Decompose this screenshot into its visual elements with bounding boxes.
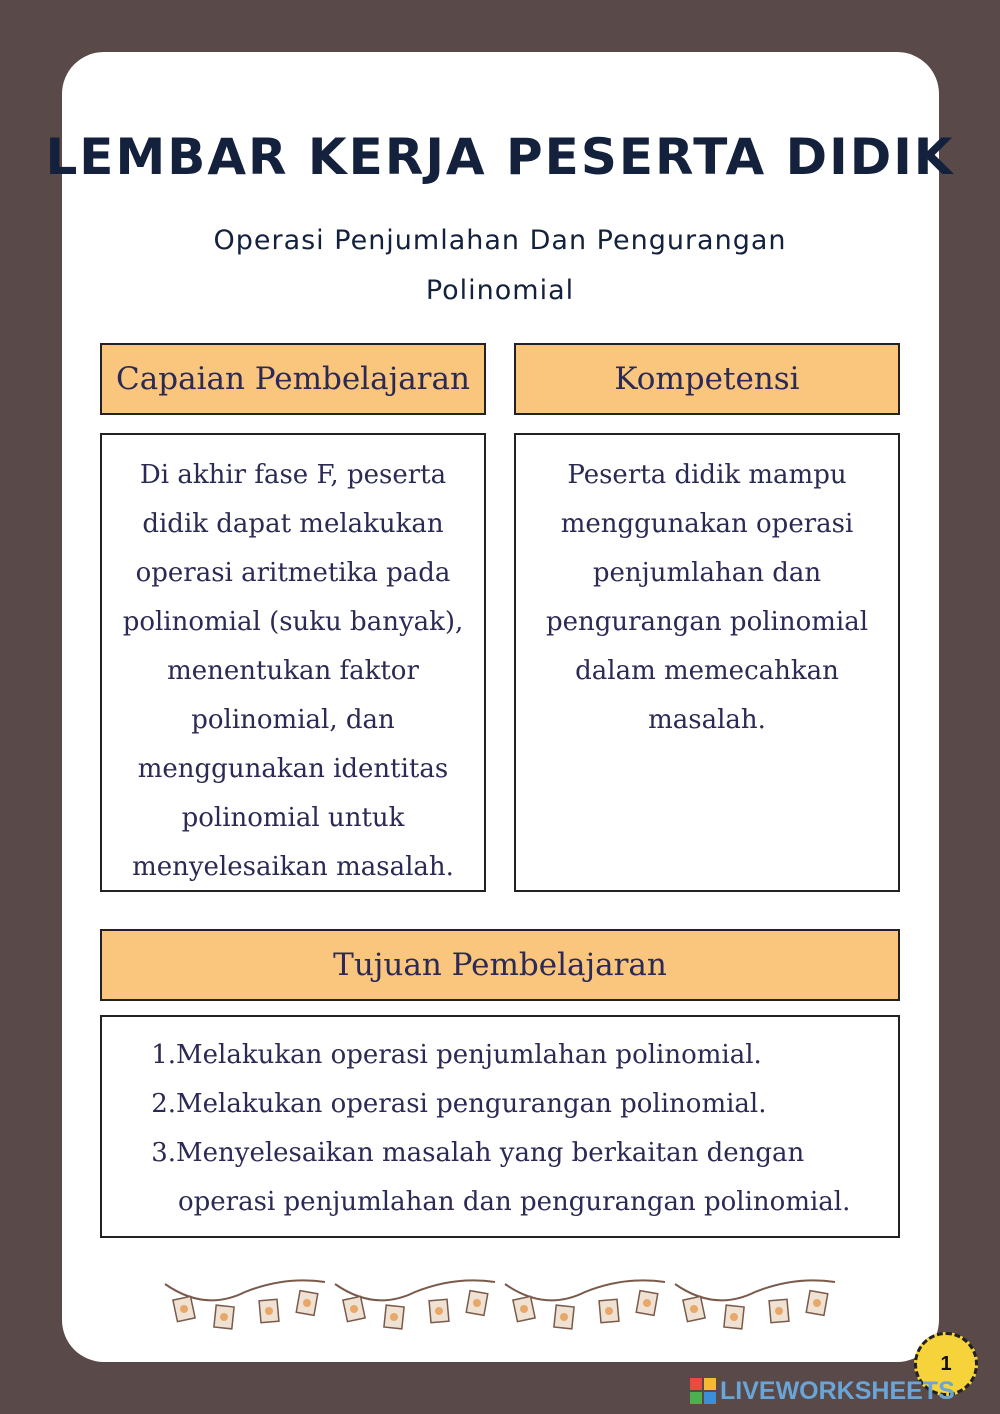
tujuan-item-text: operasi penjumlahan dan pengurangan polinomial.: [178, 1187, 851, 1217]
tujuan-item: [146, 1080, 898, 1129]
liveworksheets-logo-icon: [690, 1378, 716, 1404]
capaian-line: polinomial (suku banyak),: [122, 607, 464, 637]
capaian-line: operasi aritmetika pada: [135, 558, 451, 588]
kompetensi-line: menggunakan operasi: [560, 509, 854, 539]
page-title: LEMBAR KERJA PESERTA DIDIK: [45, 128, 955, 186]
kompetensi-line: penjumlahan dan: [592, 558, 822, 588]
kompetensi-line: masalah.: [648, 705, 766, 735]
capaian-label: Capaian Pembelajaran: [100, 343, 486, 415]
capaian-line: polinomial untuk: [181, 803, 405, 833]
kompetensi-line: pengurangan polinomial: [545, 607, 869, 637]
page-subtitle: [0, 216, 1000, 316]
tujuan-item: [146, 1031, 898, 1080]
photo-garland-icon: [160, 1264, 840, 1344]
page-number-badge: 1: [914, 1332, 978, 1396]
watermark-text: LIVEWORKSHEETS: [720, 1376, 955, 1405]
kompetensi-line: Peserta didik mampu: [567, 460, 847, 490]
capaian-line: didik dapat melakukan: [142, 509, 444, 539]
tujuan-item-number: 3.: [151, 1138, 176, 1168]
tujuan-list: [146, 1031, 898, 1227]
tujuan-item: [146, 1129, 898, 1227]
capaian-line: menyelesaikan masalah.: [132, 852, 454, 882]
liveworksheets-watermark: [690, 1374, 955, 1408]
subtitle-line: Polinomial: [425, 275, 575, 306]
capaian-line: polinomial, dan: [191, 705, 395, 735]
tujuan-item-number: 1.: [151, 1040, 176, 1070]
tujuan-label: Tujuan Pembelajaran: [100, 929, 900, 1001]
tujuan-item-text: Menyelesaikan masalah yang berkaitan dengan: [176, 1138, 805, 1168]
subtitle-line: Operasi Penjumlahan Dan Pengurangan: [213, 225, 787, 256]
capaian-line: menggunakan identitas: [137, 754, 449, 784]
capaian-line: Di akhir fase F, peserta: [139, 460, 447, 490]
tujuan-item-number: 2.: [151, 1089, 176, 1119]
kompetensi-line: dalam memecahkan: [575, 656, 839, 686]
tujuan-item-text: Melakukan operasi pengurangan polinomial.: [176, 1089, 767, 1119]
tujuan-item-text: Melakukan operasi penjumlahan polinomial.: [176, 1040, 762, 1070]
capaian-content: [100, 433, 486, 892]
kompetensi-label: Kompetensi: [514, 343, 900, 415]
kompetensi-content: [514, 433, 900, 892]
capaian-line: menentukan faktor: [167, 656, 419, 686]
tujuan-content: [100, 1015, 900, 1238]
